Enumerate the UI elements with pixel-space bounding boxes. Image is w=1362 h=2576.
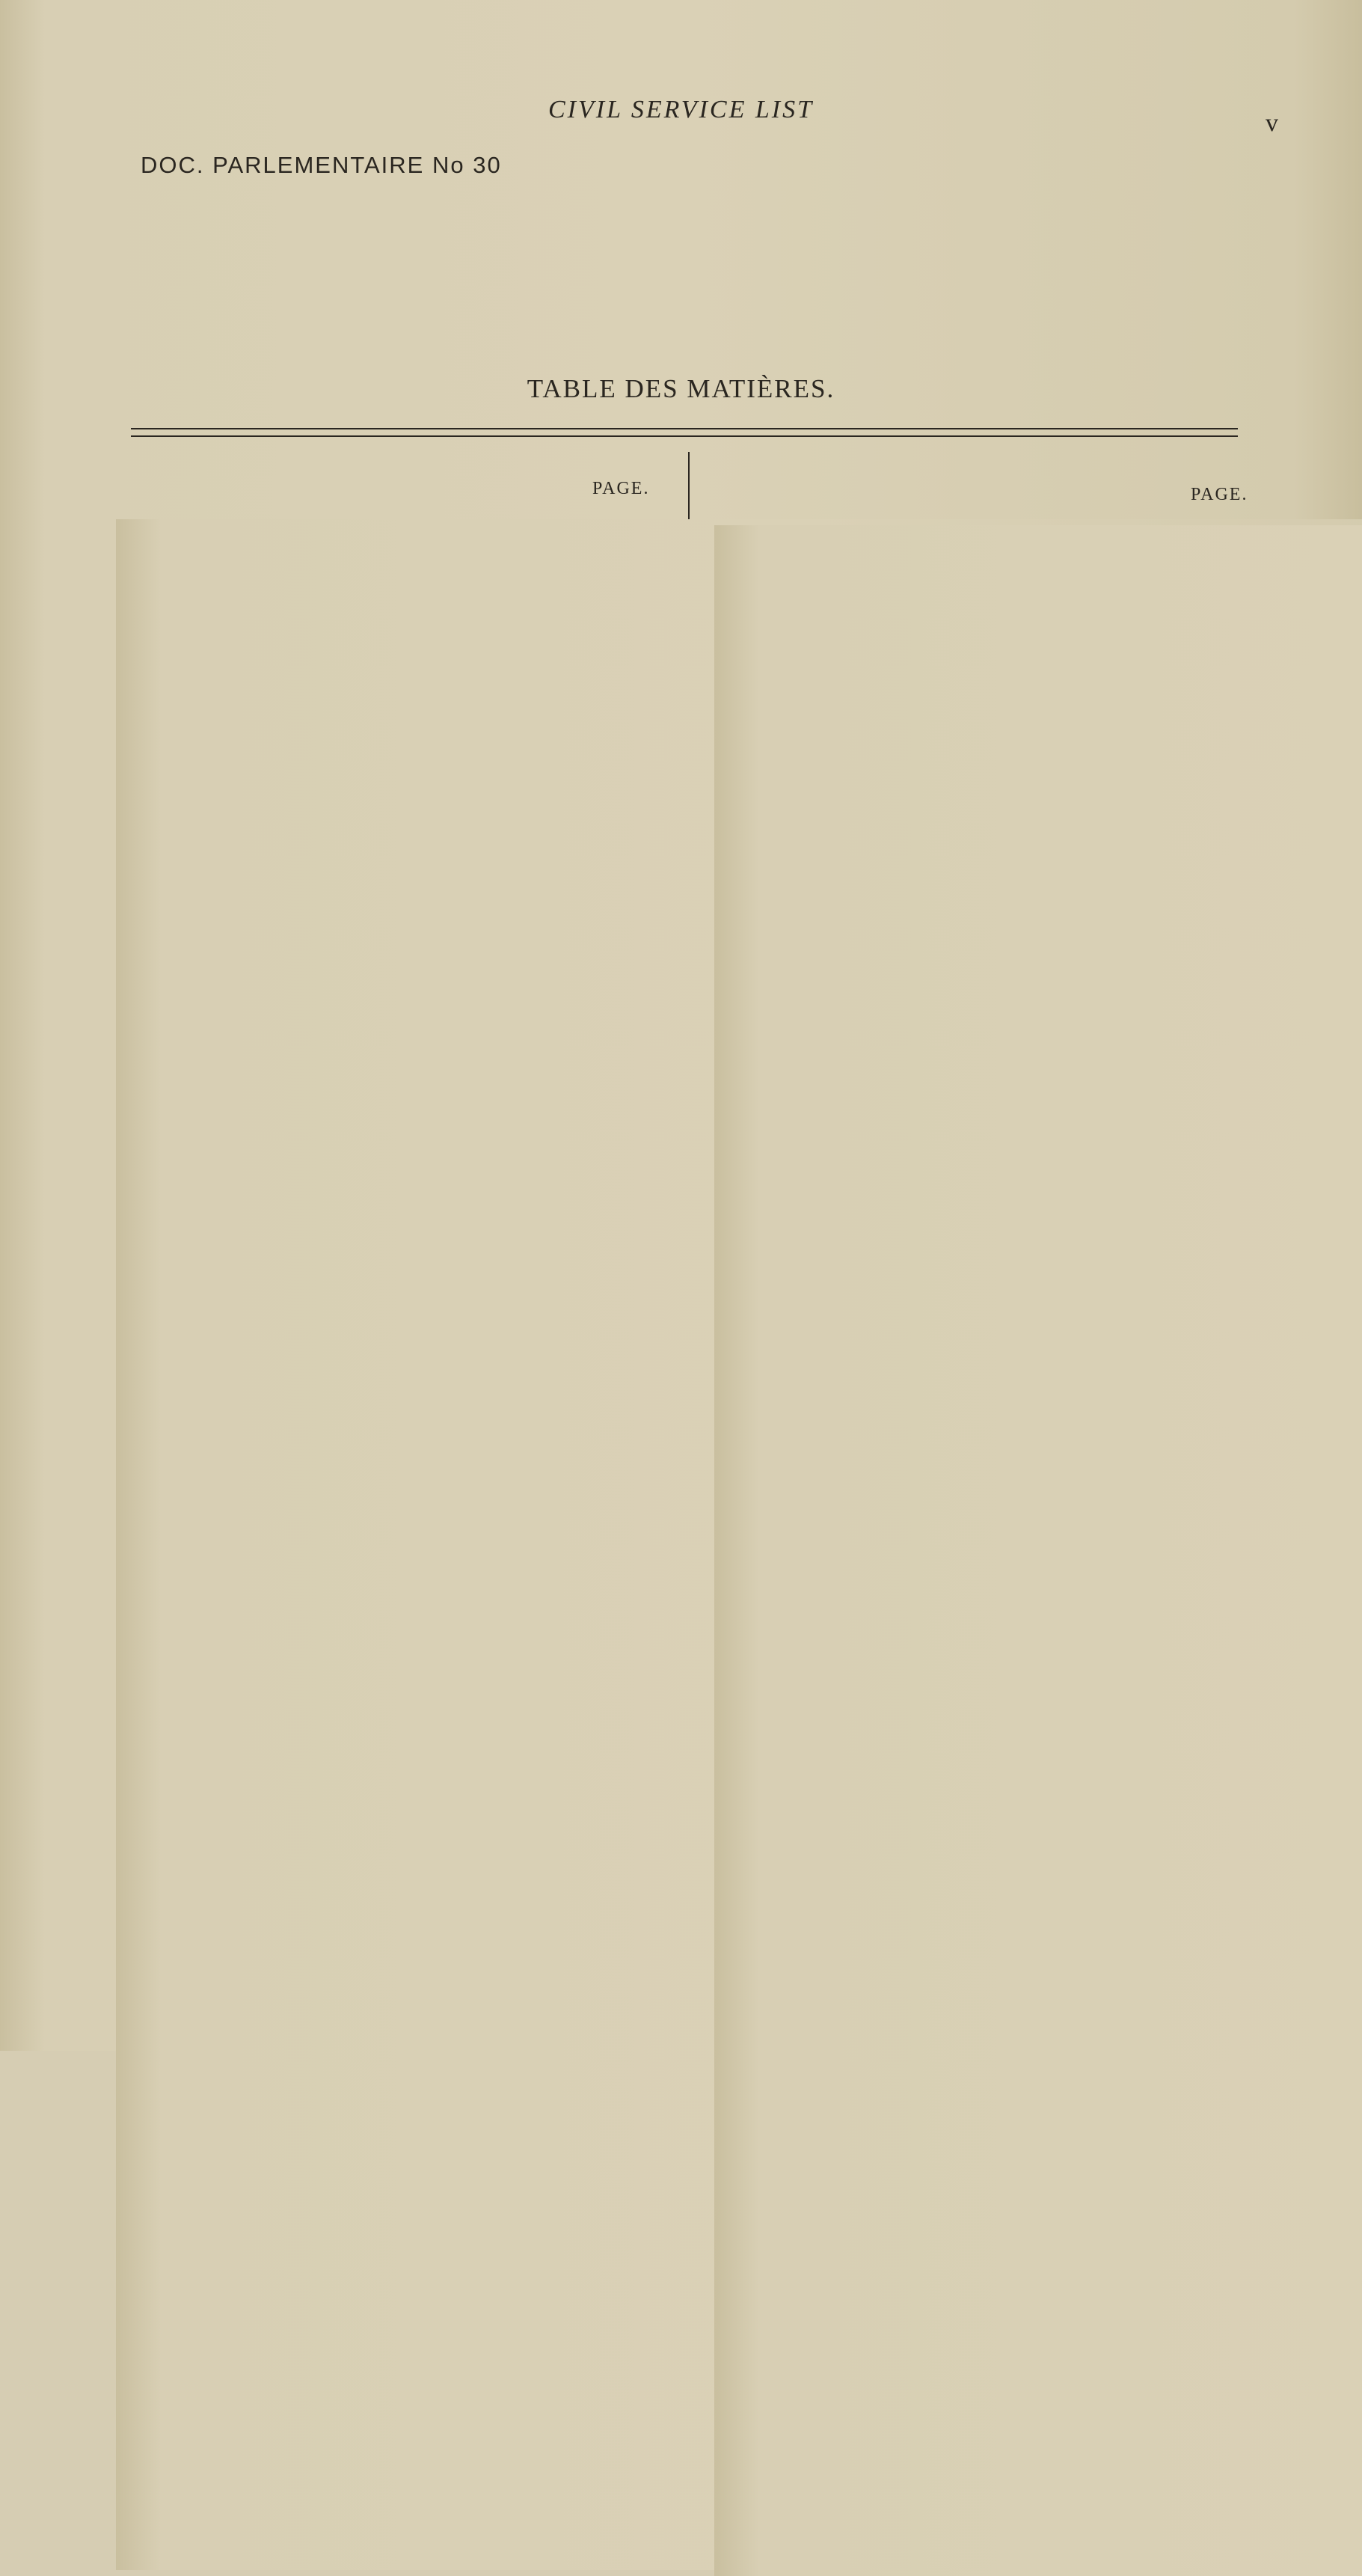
right-index-column — [714, 525, 1253, 1882]
toc-page-number — [714, 1857, 1253, 1882]
toc-page-number — [116, 1876, 662, 1902]
toc-entry — [714, 1857, 1253, 1882]
right-page-column-head: PAGE. — [1191, 485, 1248, 504]
table-title: TABLE DES MATIÈRES. — [527, 374, 835, 403]
document-label: DOC. PARLEMENTAIRE No 30 — [141, 152, 502, 178]
title-rule-double — [131, 435, 1238, 437]
left-page-column-head: PAGE. — [592, 479, 650, 498]
running-head: CIVIL SERVICE LIST — [548, 96, 814, 123]
toc-entry — [116, 1876, 662, 1902]
page-folio: v — [1266, 109, 1278, 137]
title-rule — [131, 428, 1238, 429]
left-index-column — [116, 519, 662, 1902]
